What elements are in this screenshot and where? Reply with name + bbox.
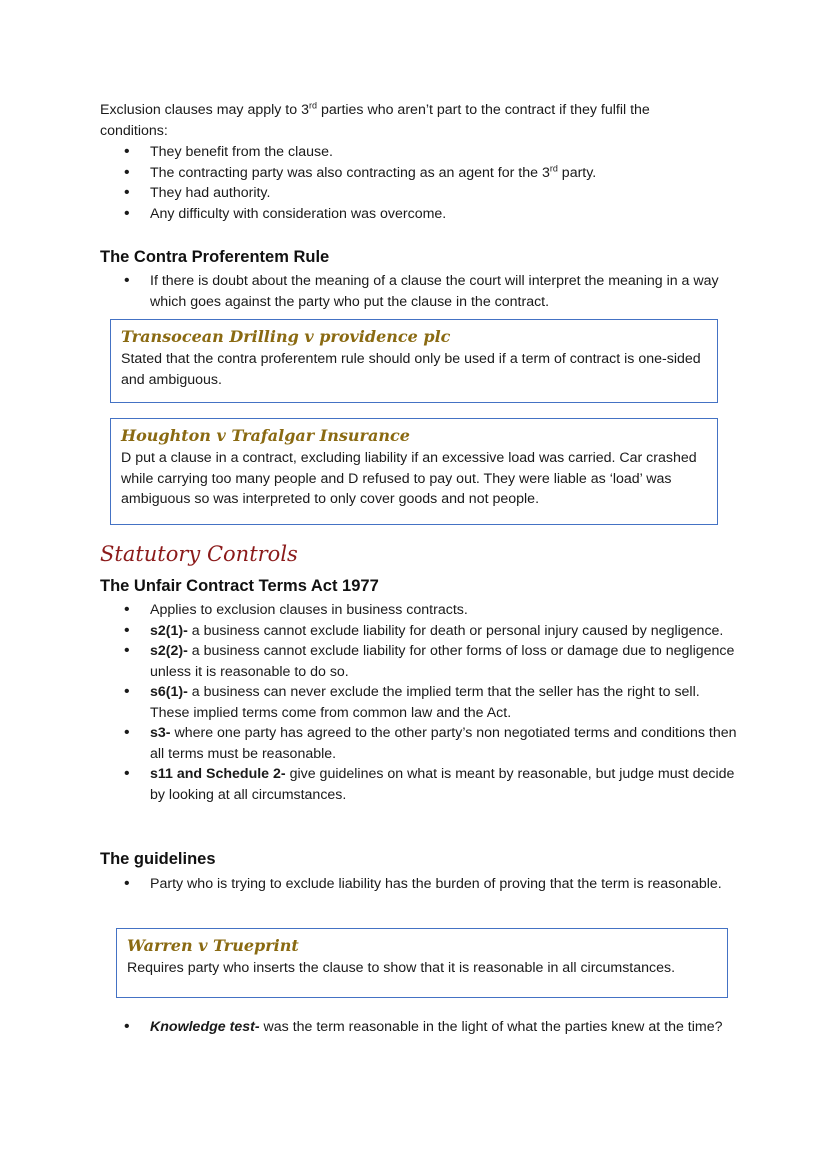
- list-item: • s2(2)- a business cannot exclude liability for other forms of loss or damage due to negligence unless it is reasonable to do so.: [100, 641, 740, 682]
- list-item: • s3- where one party has agreed to the other party’s non negotiated terms and conditions then all terms must be reasonable.: [100, 723, 740, 764]
- contra-list: [100, 271, 740, 312]
- list-item: • s6(1)- a business can never exclude the implied term that the seller has the right to sell. These implied terms come from common law and the Act.: [100, 682, 740, 723]
- case-body: D put a clause in a contract, excluding liability if an excessive load was carried. Car crashed while carrying too many people and D refused to pay out. They were liable as ‘load’ was ambiguous so was interpreted to only cover goods and not people.: [121, 450, 697, 507]
- ucta-list: [100, 600, 740, 805]
- ucta-heading: The Unfair Contract Terms Act 1977: [100, 577, 379, 595]
- guidelines-list: [100, 874, 740, 895]
- guidelines-heading: The guidelines: [100, 850, 216, 868]
- list-item: • The contracting party was also contracting as an agent for the 3rd party.: [100, 163, 740, 184]
- list-item: • Applies to exclusion clauses in business contracts.: [100, 600, 740, 621]
- list-item: • s2(1)- a business cannot exclude liability for death or personal injury caused by negligence.: [100, 621, 740, 642]
- list-item: • Any difficulty with consideration was overcome.: [100, 204, 740, 225]
- case-title: Warren v Trueprint: [127, 936, 299, 955]
- knowledge-list: [100, 1017, 740, 1038]
- list-item: • Knowledge test- was the term reasonable in the light of what the parties knew at the time?: [100, 1017, 740, 1038]
- intro-superscript: rd: [308, 100, 317, 111]
- list-item: • They had authority.: [100, 183, 740, 204]
- case-body: Requires party who inserts the clause to show that it is reasonable in all circumstances.: [127, 960, 676, 976]
- list-item: • s11 and Schedule 2- give guidelines on what is meant by reasonable, but judge must decide by looking at all circumstances.: [100, 764, 740, 805]
- case-box-warren: [116, 928, 728, 998]
- list-item: • They benefit from the clause.: [100, 142, 740, 163]
- case-box-transocean: [110, 319, 718, 403]
- contra-heading: The Contra Proferentem Rule: [100, 248, 330, 266]
- intro-text-start: Exclusion clauses may apply to 3: [100, 102, 309, 118]
- case-body: Stated that the contra proferentem rule should only be used if a term of contract is one-sided and ambiguous.: [121, 351, 701, 388]
- statutory-heading: Statutory Controls: [100, 542, 298, 566]
- list-item: • If there is doubt about the meaning of a clause the court will interpret the meaning in a way which goes against the party who put the clause in the contract.: [100, 271, 740, 312]
- case-box-houghton: [110, 418, 718, 525]
- case-title: Transocean Drilling v providence plc: [121, 327, 451, 346]
- conditions-list: [100, 142, 740, 224]
- intro-text-end: parties who aren’t part to the contract if they fulfil the conditions:: [100, 102, 650, 139]
- case-title: Houghton v Trafalgar Insurance: [121, 426, 410, 445]
- intro-paragraph: [100, 100, 720, 141]
- list-item: • Party who is trying to exclude liability has the burden of proving that the term is reasonable.: [100, 874, 740, 895]
